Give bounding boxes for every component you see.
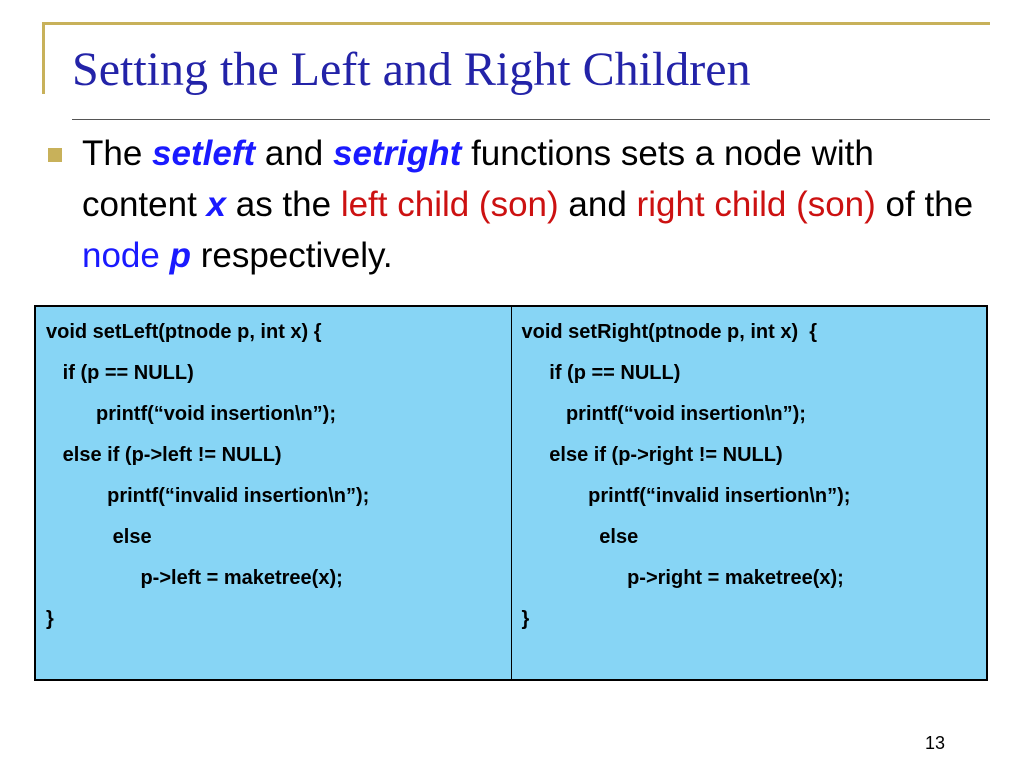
bullet-text-6: of the <box>875 185 974 224</box>
code-line: else <box>521 526 639 548</box>
setleft-code-cell <box>36 307 511 679</box>
code-line: else if (p->left != NULL) <box>46 444 282 466</box>
frame-left-accent <box>42 22 45 94</box>
code-line: printf(“void insertion\n”); <box>46 403 336 425</box>
code-line: void setRight(ptnode p, int x) { <box>521 321 818 343</box>
bullet-text-5: and <box>558 185 637 224</box>
bullet-text-1: The <box>82 134 153 173</box>
setright-code-cell <box>511 307 987 679</box>
page-number: 13 <box>925 733 946 753</box>
node-term: node <box>82 236 160 275</box>
code-line: } <box>46 608 54 630</box>
setright-term: setright <box>333 134 462 173</box>
slide-title: Setting the Left and Right Children <box>72 43 751 96</box>
code-table <box>34 305 988 681</box>
code-line: void setLeft(ptnode p, int x) { <box>46 321 322 343</box>
right-child-term: right child (son) <box>636 185 876 224</box>
code-line: } <box>521 608 530 630</box>
bullet-text-4: as the <box>226 185 341 224</box>
code-line: else if (p->right != NULL) <box>521 444 783 466</box>
code-line: p->right = maketree(x); <box>521 567 844 589</box>
code-line: p->left = maketree(x); <box>46 567 343 589</box>
left-child-term: left child (son) <box>340 185 559 224</box>
code-line: printf(“void insertion\n”); <box>521 403 806 425</box>
bullet-text-3: functions sets a node with content <box>82 134 874 224</box>
code-line: else <box>46 526 152 548</box>
bullet-paragraph <box>82 128 982 281</box>
code-line: if (p == NULL) <box>46 362 194 384</box>
x-term: x <box>206 185 227 224</box>
code-line: printf(“invalid insertion\n”); <box>521 485 851 507</box>
title-divider <box>72 119 990 120</box>
bullet-text-2: and <box>255 134 333 173</box>
setleft-term: setleft <box>152 134 256 173</box>
code-line: printf(“invalid insertion\n”); <box>46 485 370 507</box>
p-term: p <box>169 236 191 275</box>
bullet-square-icon <box>48 148 62 162</box>
code-line: if (p == NULL) <box>521 362 681 384</box>
frame-top-accent <box>42 22 990 25</box>
bullet-text-7 <box>160 236 170 275</box>
bullet-text-8: respectively. <box>191 236 393 275</box>
